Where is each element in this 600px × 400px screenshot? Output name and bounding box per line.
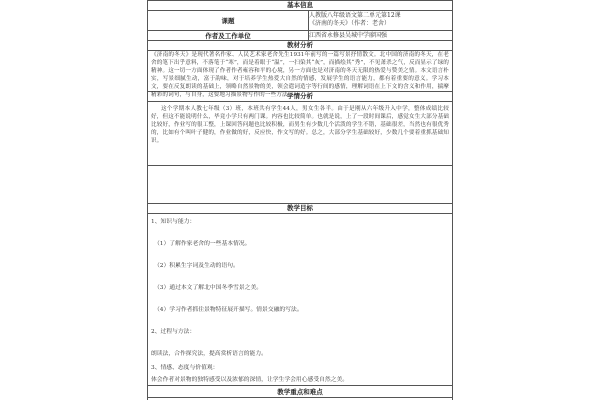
author-value: 江西省永修县吴城中学廖国强 (309, 32, 388, 39)
goal-item: （2）积累生字词及生动的语句。 (154, 263, 239, 269)
keypoints-title: 教学重点和难点 (277, 388, 323, 396)
students-text: 这个学期本人教七年级（3）班，本班共有学生44人，男女生各半。由于是刚从六年级升入中学，整体成绩比较好，但这不能说明什么，毕竟小学只有两门课。内容也比较简单。也就是说，上了一段时间课后，感觉女生大部分基础比较好，作业写的很工整，上课回答问题也比较积极，而男生有少数几个活泼的学生不错，基础很差，当然也有很优秀的，比如有个叫叶子健的，作业做的好，反应快，作文写的好。总之，大部分学生基础较好，少数几个要着重抓基础知识。 (151, 106, 449, 144)
goal-item: 1、知识与能力： (151, 219, 196, 225)
topic-value-line2: 《济南的冬天》（作者：老舍） (309, 20, 391, 27)
goal-item: 体会作者对景物的独特感受以及浓郁的深情，让学生学会用心感受自然之美。 (151, 377, 349, 383)
goal-item: 2、过程与方法： (151, 329, 196, 335)
goal-item: 3、情感、态度与价值观： (151, 365, 219, 371)
students-body (148, 102, 452, 166)
basic-info-header (148, 1, 452, 11)
goal-item: （3）通过本文了解北中国冬季雪景之美。 (154, 285, 263, 291)
author-row (148, 31, 452, 41)
topic-row (148, 11, 452, 31)
material-title: 教材分析 (287, 41, 313, 49)
goal-item: 朗读法，合作探究法，提高赏析语言的能力。 (151, 351, 267, 357)
topic-value (309, 12, 450, 28)
author-label: 作者及工作单位 (148, 31, 309, 40)
students-header (148, 92, 452, 102)
students-title: 学情分析 (287, 92, 313, 100)
material-header (148, 41, 452, 51)
goals-title: 教学目标 (287, 204, 313, 212)
blank-row (148, 166, 452, 204)
basic-info-title: 基本信息 (287, 1, 313, 9)
document-page (147, 0, 455, 400)
lesson-plan-table (147, 0, 453, 400)
goal-item: （4）学习作者抓住景物特征展开描写。情景交融的写法。 (154, 307, 303, 313)
material-text: 《济南的冬天》是现代著名作家、人民艺术家老舍先生1931年前写的一篇写景抒情散文。北中国的济南的冬天，在老舍的笔下出乎意料，不落笔于“寒”，而是着眼于“温”，一扫染其“灰”，而描绘其“秀”，不见萧杀之气，反而显示了绿的精神。这一切一方面体现了作者作者雍容和平的心境，另一方面也是对济南的冬天无限的热爱与赞美之情。本文语言朴实，写景细腻生动，富于韵味，对于培养学生热爱大自然的情感，发展学生的语言能力，都有着重要的意义。学习本文，要在反复朗读的基础上，领略自然景物的美，领会遣词造字等行间的感情，理解词语在上下文的含义和作用，揣摩精彩的词句，与自身，这要地习描景物写作的一些方法。 (151, 52, 449, 98)
topic-label: 课题 (148, 11, 309, 30)
goals-header (148, 204, 452, 214)
goals-body (148, 214, 452, 386)
goal-item: （1）了解作家老舍的一些基本情况。 (154, 241, 251, 247)
topic-value-line1: 人教版八年级语文第二单元第12课 (309, 12, 401, 19)
keypoints-header (148, 386, 452, 398)
